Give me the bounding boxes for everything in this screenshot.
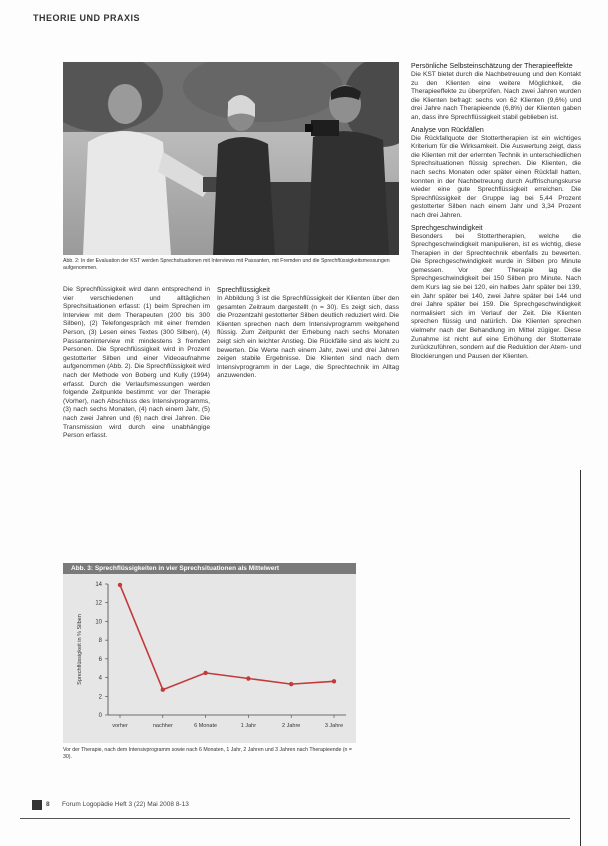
section-header: THEORIE UND PRAXIS xyxy=(33,13,141,23)
x-tick-label: 1 Jahr xyxy=(240,723,257,729)
data-point xyxy=(203,671,207,675)
y-tick-label: 12 xyxy=(95,600,102,607)
col3-paragraph-3: Besonders bei Stottertherapien, welche die Sprechgeschwindigkeit manipulieren, ist es wichtig, diese Therapien in der Sprechtechnik ebenfalls zu bewerten. Die Sprechgeschwindigkeit wurde in Silben pro Minute gemessen. Vor der Therapie lag die Sprechgeschwindigkeit bei 150 Silben pro Minute. Nach dem Kurs lag sie bei 120, ein halbes Jahr später bei 139, ein Jahr später bei 140, zwei Jahre später bei 144 und drei Jahre später bei 159. Die Sprechgeschwindigkeit normalisiert sich im Verlauf der Zeit. Die Klienten sprechen flüssig und natürlich. Die Klienten sprechen vielmehr nach der Behandlung im Mittel zügiger. Diese Zunahme ist nicht auf eine Erhöhung der Stotterrate zurückzuführen, sondern auf die Reduktion der Atem- und Blockierungen und Pausen der Klienten. xyxy=(411,232,581,360)
y-tick-label: 6 xyxy=(98,656,102,663)
data-point xyxy=(118,583,122,587)
x-tick-label: 2 Jahre xyxy=(282,723,301,729)
col1-paragraph: Die Sprechflüssigkeit wird dann entsprechend in vier verschiedenen und alltäglichen Sprechsituationen erfasst: (1) beim Sprechen im Interview mit dem Therapeuten (200 bis 300 Silben), (2) Telefongespräch mit einer fremden Person, (3) Lesen eines Textes (300 Silben), (4) Passanteninterview mit mindestens 3 fremden Personen. Die Sprechflüssigkeit wird in Prozent gestotterter Silben und einer Videoaufnahme aufgenommen (Abb. 2). Die Sprechflüssigkeit wird nach der Methode von Boberg und Kully (1994) erfasst. Durch die Verlaufsmessungen werden folgende Zeitpunkte bestimmt: vor der Therapie (Vorher), nach Abschluss des Intensivprogramms, (3) nach sechs Monaten, (4) nach einem Jahr, (5) nach zwei Jahren und (6) nach drei Jahren. Die Transmission wird durch eine unabhängige Person erfasst. xyxy=(63,286,210,440)
figure-chart xyxy=(63,563,356,743)
x-tick-label: 6 Monate xyxy=(194,723,218,729)
col3-subheading-1: Persönliche Selbsteinschätzung der Therapieeffekte xyxy=(411,63,573,70)
col2-paragraph: In Abbildung 3 ist die Sprechflüssigkeit der Klienten über den gesamten Zeitraum dargestellt (n = 30). Es zeigt sich, dass die Prozentzahl gestotterter Silben deutlich reduziert wird. Die Klienten sprechen nach dem Intensivprogramm weitgehend flüssig. Zum Zeitpunkt der Erhebung nach sechs Monaten zeigt sich ein leichter Anstieg. Die Rückfälle sind als leicht zu bewerten. Die Werte nach einem Jahr, zwei und drei Jahren zeigen stabile Ergebnisse. Die Klienten sind nach dem Intensivprogramm in der Lage, die Sprechtechnik im Alltag anzuwenden. xyxy=(217,295,399,380)
col3-subheading-3: Sprechgeschwindigkeit xyxy=(411,224,483,232)
page-number: 8 xyxy=(46,801,50,808)
col3-paragraph-1: Die KST bietet durch die Nachbetreuung und den Kontakt zu den Klienten eine weitere Möglichkeit, die Therapieeffekte zu überprüfen. Nach zwei Jahren wurden die Klienten befragt: sechs von 62 Klienten (9,6%) und drei Jahre nach Therapieende (6,8%) der Klienten gaben an, dass ihre Sprechflüssigkeit stabil geblieben ist. xyxy=(411,71,581,121)
y-tick-label: 14 xyxy=(95,582,102,588)
x-tick-label: 3 Jahre xyxy=(324,723,344,729)
photo-caption: Abb. 2: In der Evaluation der KST werden Sprechsituationen mit Interviews mit Passanten, mit Fremden und die Sprechflüssigkeitsmessungen aufgenommen. xyxy=(63,258,390,271)
body-column-2 xyxy=(217,286,399,384)
col2-subheading: Sprechflüssigkeit xyxy=(217,287,270,294)
x-tick-label: vorher xyxy=(112,723,128,729)
y-tick-label: 10 xyxy=(95,619,102,626)
footer-divider xyxy=(20,818,570,819)
chart-caption: Vor der Therapie, nach dem Intensivprogramm sowie nach 6 Monaten, 1 Jahr, 2 Jahren und 3 Jahren nach Therapieende (n = 30). xyxy=(63,747,352,760)
data-point xyxy=(289,682,293,686)
data-point xyxy=(246,676,250,680)
y-tick-label: 0 xyxy=(98,713,102,719)
page-marker xyxy=(32,800,42,810)
y-tick-label: 8 xyxy=(98,638,102,645)
interview-photo xyxy=(63,62,399,255)
chart-title: Abb. 3: Sprechflüssigkeiten in vier Sprechsituationen als Mittelwert xyxy=(63,563,356,574)
col3-paragraph-2: Die Rückfallquote der Stottertherapien ist ein wichtiges Kriterium für die Wirksamkeit. Die Auswertung zeigt, dass die Klienten mit der erlernten Technik in unterschiedlichen Sprechsituationen flüssig sprechen. Die Klienten, die nach sechs Monaten oder später einen Rückfall hatten, konnten in der Nachbetreuung durch Auffrischungskurse wieder eine gute Sprechflüssigkeit erreichen. Die Sprechflüssigkeit der Gruppe lag bei 5,44 Prozent gestotterter Silben nach einem Jahr und 3,34 Prozent nach drei Jahren. xyxy=(411,134,581,219)
y-tick-label: 2 xyxy=(98,694,102,701)
y-axis-label: Sprechflüssigkeit in % Silben xyxy=(77,614,83,685)
body-column-1 xyxy=(63,286,210,444)
body-column-3 xyxy=(411,62,581,364)
data-point xyxy=(161,688,165,692)
data-point xyxy=(332,679,336,683)
journal-reference: Forum Logopädie Heft 3 (22) Mai 2008 8-13 xyxy=(62,801,189,808)
line-chart xyxy=(63,574,356,743)
col3-subheading-2: Analyse von Rückfällen xyxy=(411,126,484,134)
y-tick-label: 4 xyxy=(98,675,102,682)
series-line xyxy=(120,585,334,690)
x-tick-label: nachher xyxy=(152,723,173,729)
page-edge-line xyxy=(580,470,581,846)
